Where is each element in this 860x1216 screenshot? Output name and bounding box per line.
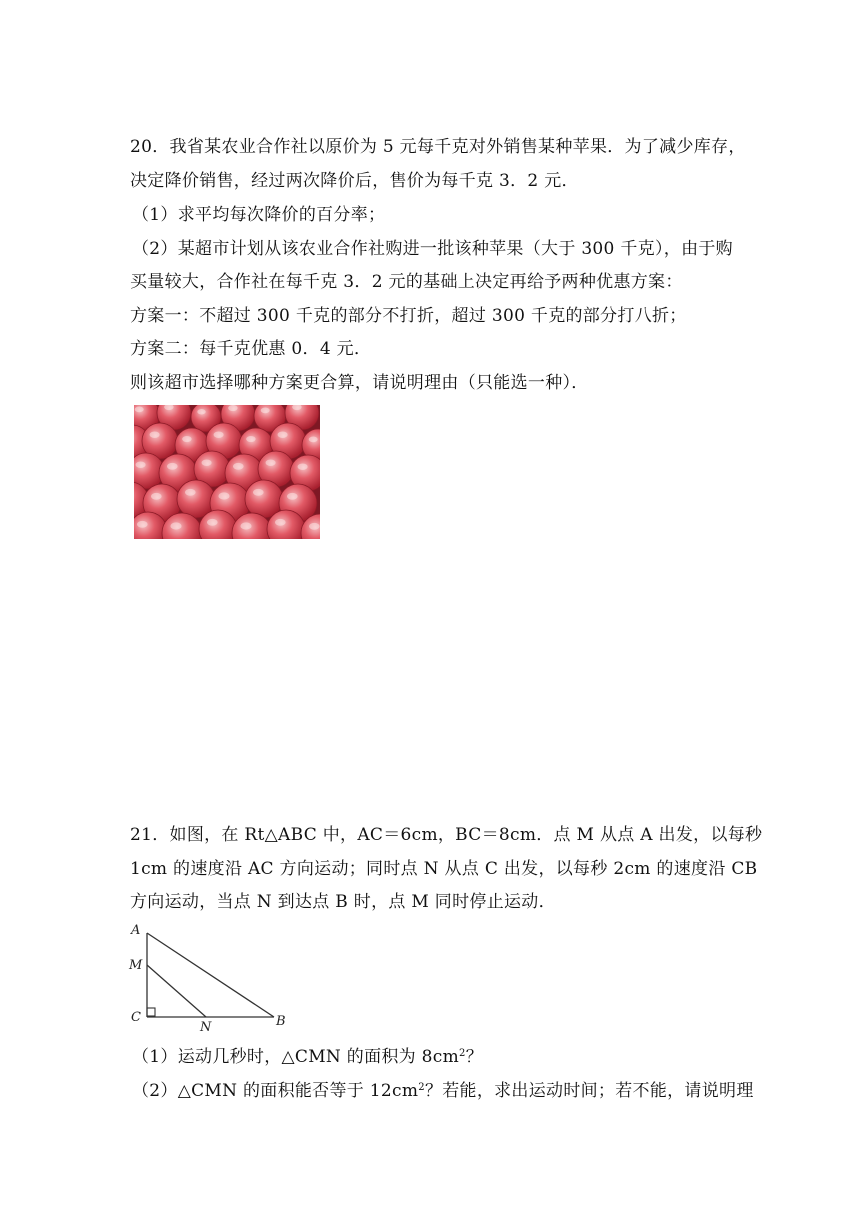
problem-20-question: 则该超市选择哪种方案更合算，请说明理由（只能选一种）． (130, 373, 589, 393)
apple-highlight (261, 408, 270, 414)
apple-highlight (266, 459, 276, 465)
problem-21-part-2-end: ？若能，求出运动时间；若不能，请说明理 (424, 1081, 754, 1101)
label-m: M (129, 958, 143, 973)
apple-highlight (185, 489, 196, 496)
problem-21-part-1-exponent: 2 (459, 1048, 466, 1059)
problem-21-part-2-text: （2）△CMN 的面积能否等于 12cm (132, 1081, 419, 1101)
apple-highlight (298, 463, 308, 469)
apple-highlight (275, 519, 286, 526)
problem-20-intro-line-2: 决定降价销售，经过两次降价后，售价为每千克 3．2 元． (130, 171, 579, 191)
apple-highlight (309, 437, 318, 443)
apple-highlight (135, 407, 144, 413)
apple-highlight (137, 521, 148, 528)
apple-highlight (218, 492, 229, 499)
label-n: N (200, 1020, 212, 1035)
apple-photo (134, 405, 320, 539)
apple-highlight (309, 523, 320, 530)
apple-highlight (287, 493, 298, 500)
problem-21-part-2 (132, 1079, 754, 1103)
problem-20-plan-1: 方案一：不超过 300 千克的部分不打折，超过 300 千克的部分打八折； (130, 306, 687, 326)
apple-highlight (202, 459, 212, 465)
segment-ab (147, 933, 274, 1017)
apple-highlight (233, 463, 244, 470)
apple-highlight (228, 405, 238, 411)
right-angle-mark (147, 1008, 155, 1016)
apple-highlight (197, 409, 205, 414)
apple-highlight (136, 461, 146, 467)
problem-20-part-2-line-1: （2）某超市计划从该农业合作社购进一批该种苹果（大于 300 千克），由于购 (132, 239, 733, 259)
apple-highlight (167, 463, 178, 470)
problem-21-intro-line-3: 方向运动，当点 N 到达点 B 时，点 M 同时停止运动． (130, 892, 556, 912)
apple-highlight (182, 436, 192, 442)
label-a: A (131, 923, 141, 938)
label-b: B (276, 1014, 286, 1029)
apple-highlight (151, 493, 162, 500)
problem-21-part-1 (132, 1045, 483, 1069)
apple-highlight (150, 431, 160, 437)
problem-21-part-2-exponent: 2 (418, 1082, 425, 1093)
apple-highlight (240, 522, 251, 529)
apple-highlight (207, 519, 218, 526)
apple-highlight (170, 522, 181, 529)
label-c: C (131, 1010, 141, 1025)
apple-highlight (214, 431, 224, 437)
problem-20-plan-2: 方案二：每千克优惠 0．4 元． (130, 339, 372, 359)
problem-20-part-1: （1）求平均每次降价的百分率； (132, 205, 386, 225)
problem-20-intro-line-1: 20．我省某农业合作社以原价为 5 元每千克对外销售某种苹果．为了减少库存， (130, 137, 746, 157)
apple-highlight (246, 436, 256, 442)
apple-highlight (253, 489, 264, 496)
apple-highlight (278, 431, 288, 437)
problem-21-intro-line-2: 1cm 的速度沿 AC 方向运动；同时点 N 从点 C 出发，以每秒 2cm 的速度沿 CB (130, 859, 758, 879)
triangle-figure (126, 920, 296, 1036)
problem-20-part-2-line-2: 买量较大，合作社在每千克 3．2 元的基础上决定再给予两种优惠方案： (130, 272, 683, 292)
problem-21-part-1-end: ？ (465, 1047, 484, 1067)
problem-21-intro-line-1: 21．如图，在 Rt△ABC 中，AC＝6cm，BC＝8cm．点 M 从点 A 出发，以每秒 (130, 825, 763, 845)
problem-21-part-1-text: （1）运动几秒时，△CMN 的面积为 8cm (132, 1047, 460, 1067)
segment-mn (147, 965, 206, 1017)
